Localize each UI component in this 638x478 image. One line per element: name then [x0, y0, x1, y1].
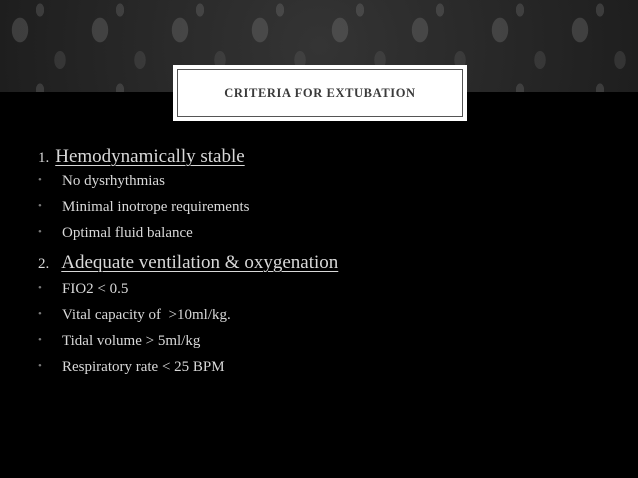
- list-item-text: Optimal fluid balance: [62, 225, 193, 241]
- slide-title: CRITERIA FOR EXTUBATION: [224, 86, 416, 100]
- section-heading-text: Adequate ventilation & oxygenation: [61, 252, 339, 273]
- bullet-icon: •: [38, 174, 42, 186]
- list-item-text: Respiratory rate < 25 BPM: [62, 359, 225, 375]
- bullet-icon: •: [38, 308, 42, 320]
- section-number: 2.: [38, 256, 50, 272]
- list-item-text: Vital capacity of >10ml/kg.: [62, 307, 231, 323]
- list-item: [38, 333, 618, 359]
- list-item-text: FIO2 < 0.5: [62, 281, 129, 297]
- section-number: 1.: [38, 150, 50, 166]
- list-item: [38, 225, 618, 251]
- list-item-text: No dysrhythmias: [62, 173, 165, 189]
- slide-content: [38, 146, 618, 385]
- section-heading-text: Hemodynamically stable: [55, 146, 245, 167]
- section-heading-2: [38, 252, 618, 281]
- bullet-icon: •: [38, 334, 42, 346]
- list-item-text: Minimal inotrope requirements: [62, 199, 250, 215]
- list-item: [38, 359, 618, 385]
- list-item: [38, 307, 618, 333]
- bullet-icon: •: [38, 200, 42, 212]
- bullet-icon: •: [38, 226, 42, 238]
- list-item: [38, 199, 618, 225]
- title-box: [174, 66, 466, 120]
- list-item: [38, 281, 618, 307]
- section-heading-1: [38, 146, 618, 173]
- list-item: [38, 173, 618, 199]
- bullet-icon: •: [38, 360, 42, 372]
- list-item-text: Tidal volume > 5ml/kg: [62, 333, 201, 349]
- bullet-icon: •: [38, 282, 42, 294]
